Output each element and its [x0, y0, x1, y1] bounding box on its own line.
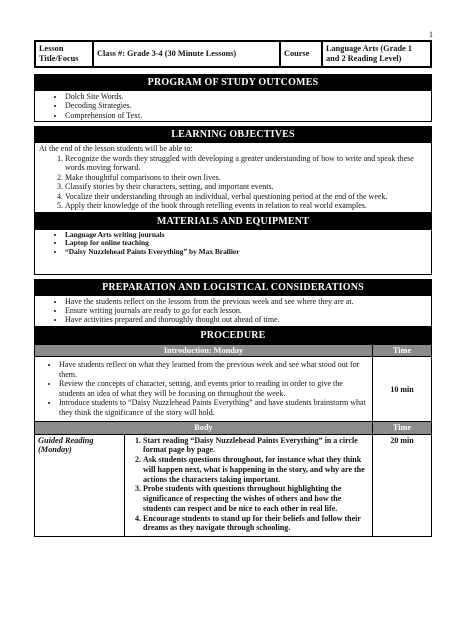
outcomes-heading: PROGRAM OF STUDY OUTCOMES — [34, 74, 432, 91]
course-value: Language Arts (Grade 1 and 2 Reading Level) — [322, 41, 431, 67]
objectives-section — [34, 143, 432, 212]
preparation-item: • Ensure writing journals are ready to go for each lesson. — [65, 306, 431, 315]
materials-section — [34, 230, 432, 275]
lesson-plan-document — [34, 40, 432, 537]
guided-step: 3. Probe students with questions throughout highlighting the significance of respecting the wishes of others and how the students can respect and be nice to each other in real life. — [143, 484, 368, 513]
guided-steps-cell — [125, 434, 373, 537]
preparation-heading: PREPARATION AND LOGISTICAL CONSIDERATIONS — [34, 279, 432, 296]
objective-item: 1. Recognize the words they struggled with developing a greater understanding of how to write and speak these words moving forward. — [65, 154, 425, 173]
material-item: • Laptop for online teaching — [65, 239, 431, 248]
body-header: Body — [35, 422, 373, 435]
guided-reading-label: Guided Reading (Monday) — [35, 434, 125, 537]
header-table — [34, 40, 432, 68]
course-label: Course — [280, 41, 322, 67]
outcome-item: • Decoding Strategies. — [65, 101, 431, 110]
outcome-item: • Comprehension of Text. — [65, 111, 431, 120]
outcome-item: • Dolch Site Words. — [65, 92, 431, 101]
intro-time: 10 min — [373, 357, 432, 422]
material-item: • Language Arts writing journals — [65, 231, 431, 240]
preparation-section — [34, 296, 432, 327]
intro-time-header: Time — [373, 344, 432, 357]
material-item: • “Daisy Nuzzlehead Paints Everything” by Max Brallier — [65, 248, 431, 257]
intro-cell — [35, 357, 373, 422]
preparation-item: • Have activities prepared and thoroughly thought out ahead of time. — [65, 315, 431, 324]
procedure-heading: PROCEDURE — [34, 327, 432, 344]
intro-header: Introduction: Monday — [35, 344, 373, 357]
objective-item: 5. Apply their knowledge of the book through retelling events in relation to real world examples. — [65, 201, 425, 210]
objective-item: 3. Classify stories by their characters, setting, and important events. — [65, 182, 425, 191]
objective-item: 2. Make thoughtful comparisons to their own lives. — [65, 173, 425, 182]
intro-item: • Have students reflect on what they learned from the previous week and see what stood out for them. — [59, 360, 368, 379]
guided-step: 4. Encourage students to stand up for their beliefs and follow their dreams as they navigate through schooling. — [143, 514, 368, 534]
body-time-header: Time — [373, 422, 432, 435]
intro-item: • Review the concepts of character, setting, and events prior to reading in order to give the students an idea of what they will be focusing on throughout the week. — [59, 379, 368, 398]
class-value: Class #: Grade 3-4 (30 Minute Lessons) — [93, 41, 280, 67]
outcomes-section — [34, 91, 432, 122]
guided-step: 2. Ask students questions throughout, for instance what they think will happen next, what is happening in the story, and why are the actions the characters taking important. — [143, 455, 368, 484]
guided-time: 20 min — [373, 434, 432, 537]
objectives-intro: At the end of the lesson students will be able to: — [39, 144, 193, 154]
objectives-heading: LEARNING OBJECTIVES — [34, 126, 432, 143]
objective-item: 4. Vocalize their understanding through an individual, verbal questioning period at the end of the week. — [65, 192, 425, 201]
lesson-title-label: Lesson Title/Focus — [35, 41, 93, 67]
intro-item: • Introduce students to “Daisy Nuzzlehead Paints Everything” and have students brainstorm what they think the significance of the story will hold. — [59, 398, 368, 417]
preparation-item: • Have the students reflect on the lessons from the previous week and see where they are at. — [65, 297, 431, 306]
guided-step: 1. Start reading “Daisy Nuzzlehead Paints Everything” in a circle format page by page. — [143, 436, 368, 456]
materials-heading: MATERIALS AND EQUIPMENT — [34, 213, 432, 230]
page-number: 1 — [429, 30, 433, 39]
procedure-table — [34, 344, 432, 537]
